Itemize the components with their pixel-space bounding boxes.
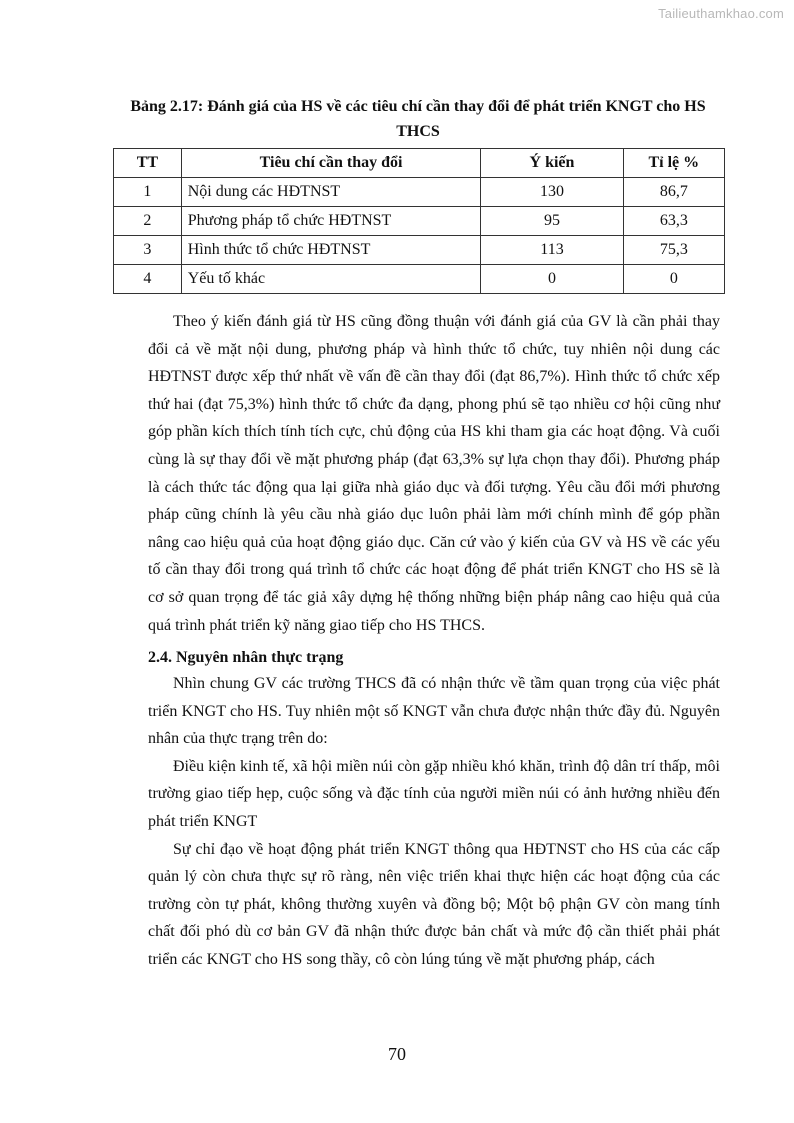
table-row xyxy=(114,236,725,265)
causes-text xyxy=(148,670,720,974)
cell-criterion: Nội dung các HĐTNST xyxy=(181,178,481,207)
cell-opinions: 130 xyxy=(481,178,623,207)
cell-rate: 75,3 xyxy=(623,236,724,265)
table-row xyxy=(114,207,725,236)
cell-rate: 86,7 xyxy=(623,178,724,207)
cell-opinions: 0 xyxy=(481,265,623,294)
header-tt: TT xyxy=(114,149,182,178)
cell-opinions: 95 xyxy=(481,207,623,236)
page-number: 70 xyxy=(388,1044,406,1064)
header-opinions: Ý kiến xyxy=(481,149,623,178)
table-row xyxy=(114,178,725,207)
header-criterion: Tiêu chí cần thay đổi xyxy=(181,149,481,178)
table-row xyxy=(114,265,725,294)
cell-tt: 3 xyxy=(114,236,182,265)
cell-rate: 63,3 xyxy=(623,207,724,236)
analysis-text xyxy=(148,308,720,639)
section-heading: 2.4. Nguyên nhân thực trạng xyxy=(148,649,344,666)
cell-tt: 1 xyxy=(114,178,182,207)
cell-criterion: Hình thức tổ chức HĐTNST xyxy=(181,236,481,265)
cell-rate: 0 xyxy=(623,265,724,294)
cell-criterion: Yếu tố khác xyxy=(181,265,481,294)
paragraph: Sự chỉ đạo về hoạt động phát triển KNGT thông qua HĐTNST cho HS của các cấp quản lý còn chưa thực sự rõ ràng, nên việc triển khai thực hiện các hoạt động của các trường còn tự phát, không thường xuyên và đồng bộ; Một bộ phận GV còn mang tính chất đối phó dù cơ bản GV đã nhận thức được bản chất và mức độ cần thiết phải phát triển các KNGT cho HS song thầy, cô còn lúng túng về mặt phương pháp, cách xyxy=(148,840,720,968)
watermark-text: Tailieuthamkhao.com xyxy=(658,6,784,21)
table-header-row xyxy=(114,149,725,178)
cell-tt: 4 xyxy=(114,265,182,294)
cell-criterion: Phương pháp tổ chức HĐTNST xyxy=(181,207,481,236)
paragraph: Theo ý kiến đánh giá từ HS cũng đồng thuận với đánh giá của GV là cần phải thay đổi cả về mặt nội dung, phương pháp và hình thức tổ chức, tuy nhiên nội dung các HĐTNST được xếp thứ nhất về vấn đề cần thay đổi (đạt 86,7%). Hình thức tổ chức xếp thứ hai (đạt 75,3%) hình thức tổ chức đa dạng, phong phú sẽ tạo nhiều cơ hội cũng như góp phần kích thích tính tích cực, chủ động của HS khi tham gia các hoạt động. Và cuối cùng là sự thay đổi về mặt phương pháp (đạt 63,3% sự lựa chọn thay đổi). Phương pháp là cách thức tác động qua lại giữa nhà giáo dục và đối tượng. Yêu cầu đổi mới phương pháp cũng chính là yêu cầu nhà giáo dục luôn phải làm mới chính mình để góp phần nâng cao hiệu quả của hoạt động giáo dục. Căn cứ vào ý kiến của GV và HS về các yếu tố cần thay đổi trong quá trình tổ chức các hoạt động để phát triển KNGT cho HS sẽ là cơ sở quan trọng để tác giả xây dựng hệ thống những biện pháp nâng cao hiệu quả của quá trình phát triển kỹ năng giao tiếp cho HS THCS. xyxy=(148,313,720,634)
paragraph: Nhìn chung GV các trường THCS đã có nhận thức về tầm quan trọng của việc phát triển KNGT cho HS. Tuy nhiên một số KNGT vẫn chưa được nhận thức đầy đủ. Nguyên nhân của thực trạng trên do: xyxy=(148,675,720,748)
cell-opinions: 113 xyxy=(481,236,623,265)
header-rate: Tỉ lệ % xyxy=(623,149,724,178)
criteria-table xyxy=(113,148,725,294)
paragraph: Điều kiện kinh tế, xã hội miền núi còn gặp nhiều khó khăn, trình độ dân trí thấp, môi trường giao tiếp hẹp, cuộc sống và đặc tính của người miền núi có ảnh hưởng nhiều đến phát triển KNGT xyxy=(148,757,720,830)
cell-tt: 2 xyxy=(114,207,182,236)
table-caption: Bảng 2.17: Đánh giá của HS về các tiêu chí cần thay đổi để phát triển KNGT cho HS THCS xyxy=(130,98,706,140)
